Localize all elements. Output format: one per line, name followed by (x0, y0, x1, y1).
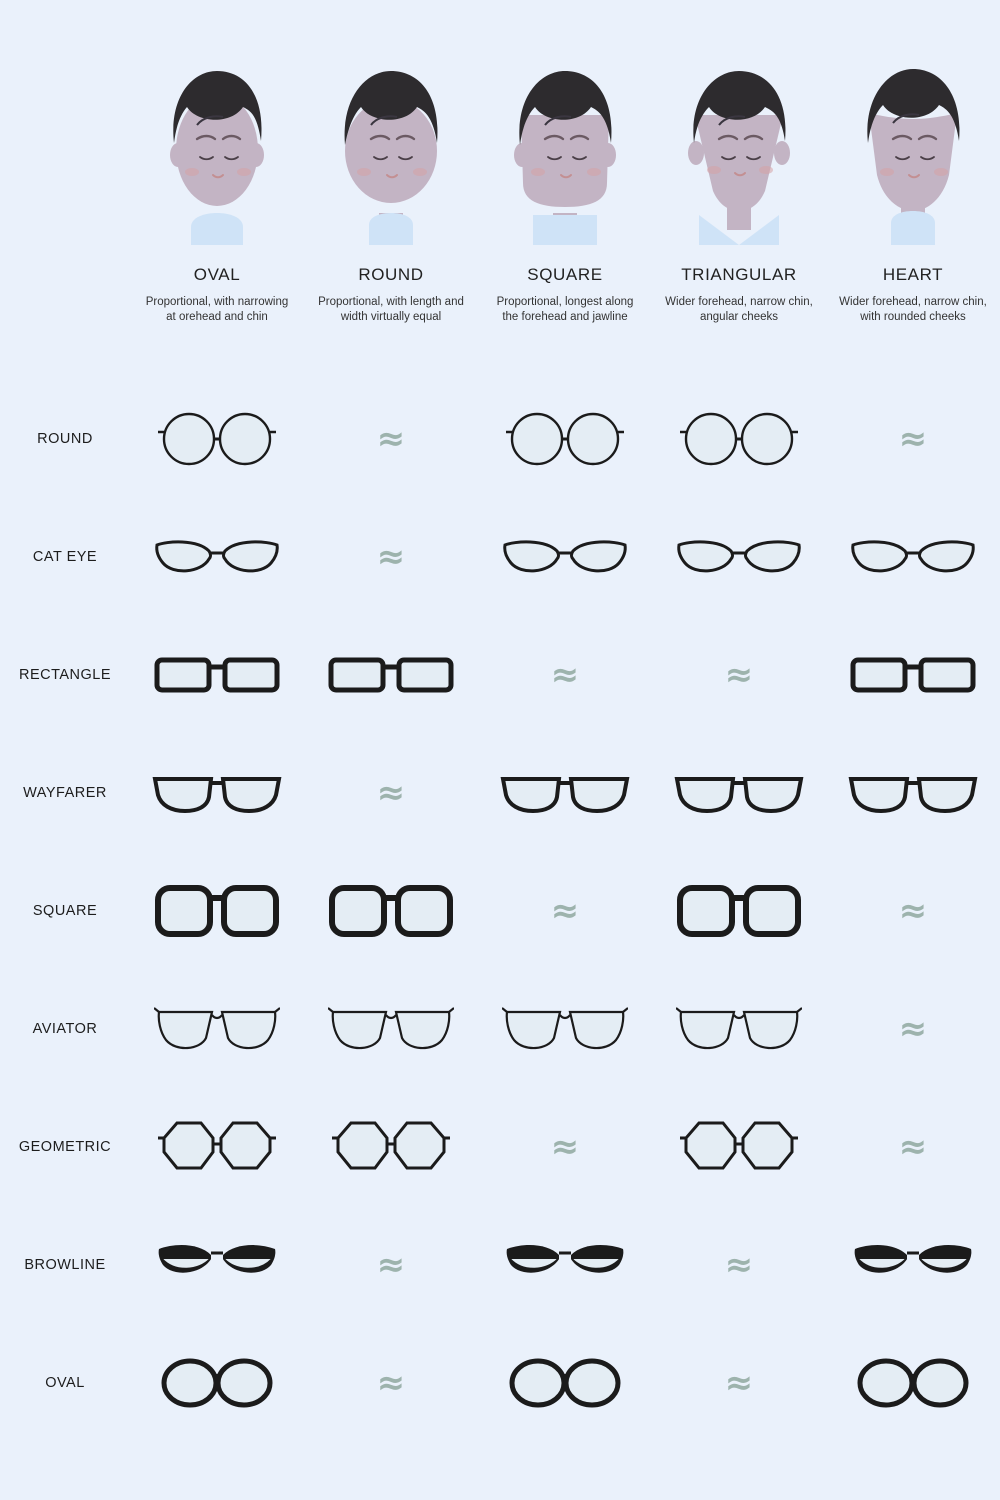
face-illustration-heart (843, 55, 983, 245)
row-label-round: ROUND (37, 431, 93, 447)
cell-wayfarer-oval (130, 734, 304, 852)
face-illustration-triangular (669, 55, 809, 245)
glasses-round-icon (677, 408, 801, 470)
cell-oval-triangular (652, 1324, 826, 1442)
cell-geometric-triangular (652, 1088, 826, 1206)
glasses-round-icon (503, 408, 627, 470)
face-column-heart (826, 55, 1000, 325)
glasses-rows (0, 380, 1000, 1442)
glasses-browline-icon (849, 1241, 977, 1289)
row-oval (0, 1324, 1000, 1442)
squiggle-icon: ≈ (376, 1245, 406, 1285)
squiggle-icon: ≈ (898, 1009, 928, 1049)
row-label-rectangle: RECTANGLE (18, 667, 112, 683)
glasses-cat-eye-icon (501, 529, 629, 585)
cell-square-heart (826, 852, 1000, 970)
glasses-aviator-icon (154, 1000, 280, 1058)
cell-browline-oval (130, 1206, 304, 1324)
cell-wayfarer-round (304, 734, 478, 852)
cell-cat-eye-heart (826, 498, 1000, 616)
cell-cat-eye-round (304, 498, 478, 616)
squiggle-icon: ≈ (898, 419, 928, 459)
row-label-browline: BROWLINE (24, 1257, 106, 1273)
face-column-square (478, 55, 652, 325)
row-label-cat-eye: CAT EYE (32, 549, 98, 565)
face-title-oval: OVAL (193, 265, 241, 284)
face-title-round: ROUND (358, 265, 424, 284)
cell-square-oval (130, 852, 304, 970)
cell-geometric-heart (826, 1088, 1000, 1206)
cell-browline-square (478, 1206, 652, 1324)
row-geometric (0, 1088, 1000, 1206)
squiggle-icon: ≈ (550, 1127, 580, 1167)
cell-oval-square (478, 1324, 652, 1442)
row-rectangle (0, 616, 1000, 734)
face-desc-round: Proportional, with length and width virtually equal (318, 296, 464, 323)
glasses-geometric-icon (155, 1118, 279, 1176)
glasses-oval-icon (854, 1355, 972, 1411)
squiggle-icon: ≈ (724, 1245, 754, 1285)
face-desc-square: Proportional, longest along the forehead and jawline (496, 296, 634, 323)
row-browline (0, 1206, 1000, 1324)
glasses-wayfarer-icon (151, 767, 283, 819)
squiggle-icon: ≈ (898, 1127, 928, 1167)
glasses-aviator-icon (502, 1000, 628, 1058)
face-desc-heart: Wider forehead, narrow chin, with rounded cheeks (839, 296, 987, 323)
cell-wayfarer-triangular (652, 734, 826, 852)
glasses-rectangle-icon (849, 647, 977, 703)
glasses-rectangle-icon (153, 647, 281, 703)
cell-round-square (478, 380, 652, 498)
row-label-geometric: GEOMETRIC (18, 1139, 112, 1155)
glasses-cat-eye-icon (849, 529, 977, 585)
squiggle-icon: ≈ (550, 655, 580, 695)
squiggle-icon: ≈ (724, 655, 754, 695)
face-title-square: SQUARE (527, 265, 603, 284)
glasses-browline-icon (501, 1241, 629, 1289)
glasses-square-icon (153, 880, 281, 942)
cell-wayfarer-square (478, 734, 652, 852)
face-title-heart: HEART (882, 265, 944, 284)
face-illustration-square (495, 55, 635, 245)
cell-rectangle-oval (130, 616, 304, 734)
row-wayfarer (0, 734, 1000, 852)
cell-round-round (304, 380, 478, 498)
squiggle-icon: ≈ (376, 1363, 406, 1403)
glasses-browline-icon (153, 1241, 281, 1289)
cell-oval-oval (130, 1324, 304, 1442)
cell-aviator-heart (826, 970, 1000, 1088)
face-illustration-round (321, 55, 461, 245)
glasses-geometric-icon (677, 1118, 801, 1176)
row-label-square: SQUARE (32, 903, 98, 919)
row-round (0, 380, 1000, 498)
cell-cat-eye-triangular (652, 498, 826, 616)
glasses-rectangle-icon (327, 647, 455, 703)
row-label-wayfarer: WAYFARER (23, 785, 107, 801)
glasses-aviator-icon (328, 1000, 454, 1058)
face-shapes-header (130, 55, 1000, 325)
glasses-cat-eye-icon (153, 529, 281, 585)
glasses-wayfarer-icon (673, 767, 805, 819)
cell-square-triangular (652, 852, 826, 970)
cell-oval-round (304, 1324, 478, 1442)
cell-round-heart (826, 380, 1000, 498)
cell-geometric-oval (130, 1088, 304, 1206)
cell-geometric-square (478, 1088, 652, 1206)
glasses-square-icon (327, 880, 455, 942)
squiggle-icon: ≈ (550, 891, 580, 931)
row-label-aviator: AVIATOR (32, 1021, 98, 1037)
glasses-wayfarer-icon (847, 767, 979, 819)
face-illustration-oval (147, 55, 287, 245)
face-column-oval (130, 55, 304, 325)
glasses-geometric-icon (329, 1118, 453, 1176)
glasses-round-icon (155, 408, 279, 470)
cell-square-square (478, 852, 652, 970)
glasses-aviator-icon (676, 1000, 802, 1058)
cell-browline-heart (826, 1206, 1000, 1324)
cell-aviator-square (478, 970, 652, 1088)
row-cat-eye (0, 498, 1000, 616)
squiggle-icon: ≈ (898, 891, 928, 931)
cell-rectangle-triangular (652, 616, 826, 734)
cell-browline-round (304, 1206, 478, 1324)
cell-wayfarer-heart (826, 734, 1000, 852)
cell-rectangle-heart (826, 616, 1000, 734)
squiggle-icon: ≈ (376, 419, 406, 459)
cell-cat-eye-square (478, 498, 652, 616)
cell-round-triangular (652, 380, 826, 498)
face-title-triangular: TRIANGULAR (681, 265, 797, 284)
cell-aviator-round (304, 970, 478, 1088)
squiggle-icon: ≈ (724, 1363, 754, 1403)
glasses-cat-eye-icon (675, 529, 803, 585)
cell-cat-eye-oval (130, 498, 304, 616)
cell-square-round (304, 852, 478, 970)
cell-aviator-triangular (652, 970, 826, 1088)
face-desc-oval: Proportional, with narrowing at orehead and chin (145, 296, 289, 323)
squiggle-icon: ≈ (376, 537, 406, 577)
cell-oval-heart (826, 1324, 1000, 1442)
squiggle-icon: ≈ (376, 773, 406, 813)
face-column-triangular (652, 55, 826, 325)
cell-rectangle-square (478, 616, 652, 734)
row-label-oval: OVAL (45, 1375, 85, 1391)
row-square (0, 852, 1000, 970)
cell-geometric-round (304, 1088, 478, 1206)
row-aviator (0, 970, 1000, 1088)
cell-rectangle-round (304, 616, 478, 734)
glasses-oval-icon (506, 1355, 624, 1411)
cell-round-oval (130, 380, 304, 498)
glasses-wayfarer-icon (499, 767, 631, 819)
face-desc-triangular: Wider forehead, narrow chin, angular cheeks (665, 296, 813, 323)
glasses-oval-icon (158, 1355, 276, 1411)
glasses-square-icon (675, 880, 803, 942)
cell-aviator-oval (130, 970, 304, 1088)
face-column-round (304, 55, 478, 325)
cell-browline-triangular (652, 1206, 826, 1324)
